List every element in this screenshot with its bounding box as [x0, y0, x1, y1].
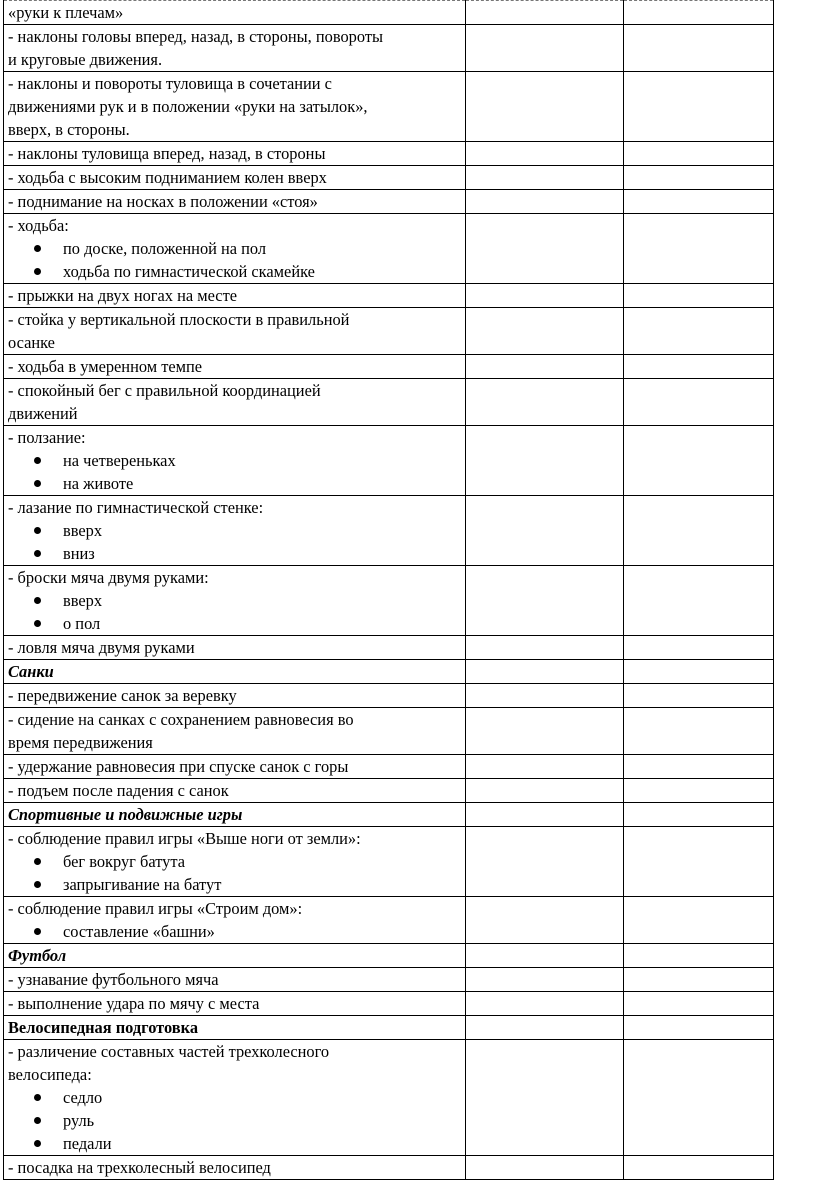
- content-cell: [4, 755, 466, 779]
- row-text: движений: [8, 404, 78, 423]
- list-item-text: седло: [63, 1088, 103, 1107]
- empty-cell: [624, 355, 774, 379]
- bullet-icon: [34, 1140, 41, 1147]
- bullet-icon: [34, 620, 41, 627]
- content-cell: [4, 708, 466, 755]
- list-item-text: по доске, положенной на пол: [63, 239, 267, 258]
- empty-cell: [466, 636, 624, 660]
- empty-cell: [624, 803, 774, 827]
- bullet-icon: [34, 550, 41, 557]
- empty-cell: [466, 25, 624, 72]
- empty-cell: [624, 779, 774, 803]
- empty-cell: [624, 308, 774, 355]
- row-text: вверх, в стороны.: [8, 120, 130, 139]
- empty-cell: [466, 944, 624, 968]
- table-row: [4, 308, 774, 355]
- empty-cell: [466, 803, 624, 827]
- list-item: [8, 519, 462, 542]
- row-text: - наклоны туловища вперед, назад, в стороны: [8, 144, 326, 163]
- list-item: [8, 612, 462, 635]
- list-item-text: педали: [63, 1134, 112, 1153]
- list-item: [8, 449, 462, 472]
- list-title: - броски мяча двумя руками:: [8, 568, 209, 587]
- empty-cell: [466, 897, 624, 944]
- list-item-text: на животе: [63, 474, 134, 493]
- bullet-icon: [34, 1117, 41, 1124]
- table-row: [4, 1, 774, 25]
- bullet-icon: [34, 881, 41, 888]
- row-text: - сидение на санках с сохранением равновесия во: [8, 710, 354, 729]
- list-item-text: о пол: [63, 614, 101, 633]
- empty-cell: [466, 968, 624, 992]
- content-cell: [4, 379, 466, 426]
- empty-cell: [624, 190, 774, 214]
- list-item-text: руль: [63, 1111, 95, 1130]
- empty-cell: [624, 755, 774, 779]
- list-title: - ходьба:: [8, 216, 69, 235]
- content-cell: [4, 992, 466, 1016]
- exercise-table-body: [4, 1, 774, 1180]
- empty-cell: [624, 1040, 774, 1156]
- empty-cell: [466, 308, 624, 355]
- row-text: - поднимание на носках в положении «стоя»: [8, 192, 318, 211]
- bullet-icon: [34, 928, 41, 935]
- bullet-icon: [34, 858, 41, 865]
- table-row: [4, 214, 774, 284]
- empty-cell: [624, 897, 774, 944]
- table-row: [4, 166, 774, 190]
- table-row: [4, 992, 774, 1016]
- table-row: [4, 1040, 774, 1156]
- row-text: - наклоны и повороты туловища в сочетании с: [8, 74, 332, 93]
- content-cell: [4, 355, 466, 379]
- row-text: время передвижения: [8, 733, 153, 752]
- content-cell: [4, 779, 466, 803]
- content-cell: [4, 142, 466, 166]
- empty-cell: [624, 636, 774, 660]
- content-cell: [4, 284, 466, 308]
- list-item: [8, 589, 462, 612]
- list-item-text: бег вокруг батута: [63, 852, 185, 871]
- empty-cell: [466, 142, 624, 166]
- empty-cell: [624, 426, 774, 496]
- list-item-text: ходьба по гимнастической скамейке: [63, 262, 315, 281]
- bullet-icon: [34, 457, 41, 464]
- section-heading: Санки: [8, 662, 54, 681]
- empty-cell: [624, 1156, 774, 1180]
- table-row: [4, 684, 774, 708]
- table-row: [4, 1016, 774, 1040]
- empty-cell: [624, 379, 774, 426]
- content-cell: [4, 660, 466, 684]
- row-text: - наклоны головы вперед, назад, в стороны, повороты: [8, 27, 384, 46]
- row-text: - ходьба с высоким подниманием колен вверх: [8, 168, 327, 187]
- table-row: [4, 897, 774, 944]
- table-row: [4, 355, 774, 379]
- list-item-text: вверх: [63, 591, 103, 610]
- empty-cell: [624, 827, 774, 897]
- row-text: - прыжки на двух ногах на месте: [8, 286, 238, 305]
- table-row: [4, 190, 774, 214]
- exercise-table: [3, 0, 774, 1180]
- empty-cell: [466, 684, 624, 708]
- content-cell: [4, 827, 466, 897]
- empty-cell: [466, 379, 624, 426]
- row-text: - спокойный бег с правильной координацией: [8, 381, 321, 400]
- empty-cell: [624, 284, 774, 308]
- table-row: [4, 25, 774, 72]
- empty-cell: [624, 142, 774, 166]
- section-heading: Футбол: [8, 946, 67, 965]
- row-text: «руки к плечам»: [8, 3, 124, 22]
- table-row: [4, 496, 774, 566]
- row-text: осанке: [8, 333, 55, 352]
- table-row: [4, 284, 774, 308]
- table-row: [4, 379, 774, 426]
- list-item: [8, 237, 462, 260]
- bullet-icon: [34, 597, 41, 604]
- row-text: - передвижение санок за веревку: [8, 686, 237, 705]
- table-row: [4, 803, 774, 827]
- content-cell: [4, 1, 466, 25]
- content-cell: [4, 968, 466, 992]
- empty-cell: [466, 779, 624, 803]
- row-text: - ловля мяча двумя руками: [8, 638, 195, 657]
- list-item: [8, 260, 462, 283]
- empty-cell: [466, 708, 624, 755]
- empty-cell: [624, 25, 774, 72]
- row-text: - выполнение удара по мячу с места: [8, 994, 260, 1013]
- empty-cell: [624, 992, 774, 1016]
- table-row: [4, 1156, 774, 1180]
- content-cell: [4, 25, 466, 72]
- table-row: [4, 72, 774, 142]
- content-cell: [4, 1156, 466, 1180]
- table-row: [4, 779, 774, 803]
- empty-cell: [466, 72, 624, 142]
- table-row: [4, 708, 774, 755]
- content-cell: [4, 72, 466, 142]
- bullet-icon: [34, 245, 41, 252]
- content-cell: [4, 566, 466, 636]
- list-item: [8, 1132, 462, 1155]
- table-row: [4, 827, 774, 897]
- table-row: [4, 636, 774, 660]
- empty-cell: [466, 755, 624, 779]
- content-cell: [4, 1016, 466, 1040]
- empty-cell: [466, 166, 624, 190]
- empty-cell: [624, 72, 774, 142]
- empty-cell: [624, 944, 774, 968]
- row-text: - ходьба в умеренном темпе: [8, 357, 203, 376]
- empty-cell: [466, 496, 624, 566]
- content-cell: [4, 190, 466, 214]
- table-row: [4, 566, 774, 636]
- content-cell: [4, 803, 466, 827]
- table-row: [4, 968, 774, 992]
- bullet-icon: [34, 268, 41, 275]
- empty-cell: [466, 827, 624, 897]
- empty-cell: [624, 214, 774, 284]
- empty-cell: [466, 566, 624, 636]
- content-cell: [4, 166, 466, 190]
- empty-cell: [624, 684, 774, 708]
- content-cell: [4, 897, 466, 944]
- table-row: [4, 142, 774, 166]
- list-item-text: запрыгивание на батут: [63, 875, 222, 894]
- row-text: - удержание равновесия при спуске санок с горы: [8, 757, 349, 776]
- empty-cell: [624, 1, 774, 25]
- empty-cell: [466, 992, 624, 1016]
- row-text: - стойка у вертикальной плоскости в правильной: [8, 310, 350, 329]
- list-title: - лазание по гимнастической стенке:: [8, 498, 264, 517]
- list-title: - ползание:: [8, 428, 86, 447]
- empty-cell: [466, 1, 624, 25]
- content-cell: [4, 1040, 466, 1156]
- section-heading: Велосипедная подготовка: [8, 1018, 199, 1037]
- content-cell: [4, 636, 466, 660]
- empty-cell: [624, 1016, 774, 1040]
- empty-cell: [624, 708, 774, 755]
- empty-cell: [624, 166, 774, 190]
- content-cell: [4, 308, 466, 355]
- row-text: - подъем после падения с санок: [8, 781, 229, 800]
- list-item-text: составление «башни»: [63, 922, 215, 941]
- list-item: [8, 850, 462, 873]
- list-item-text: вниз: [63, 544, 95, 563]
- empty-cell: [466, 1016, 624, 1040]
- empty-cell: [466, 190, 624, 214]
- row-text: - посадка на трехколесный велосипед: [8, 1158, 271, 1177]
- content-cell: [4, 496, 466, 566]
- empty-cell: [466, 355, 624, 379]
- list-title: - соблюдение правил игры «Выше ноги от земли»:: [8, 829, 361, 848]
- bullet-icon: [34, 527, 41, 534]
- list-item-text: на четвереньках: [63, 451, 176, 470]
- row-text: - узнавание футбольного мяча: [8, 970, 219, 989]
- list-item: [8, 542, 462, 565]
- table-row: [4, 944, 774, 968]
- list-item: [8, 1086, 462, 1109]
- empty-cell: [466, 426, 624, 496]
- empty-cell: [624, 968, 774, 992]
- empty-cell: [466, 660, 624, 684]
- section-heading: Спортивные и подвижные игры: [8, 805, 243, 824]
- content-cell: [4, 214, 466, 284]
- empty-cell: [466, 214, 624, 284]
- empty-cell: [466, 284, 624, 308]
- list-title: велосипеда:: [8, 1065, 92, 1084]
- empty-cell: [624, 566, 774, 636]
- content-cell: [4, 684, 466, 708]
- list-item: [8, 472, 462, 495]
- list-title: - соблюдение правил игры «Строим дом»:: [8, 899, 303, 918]
- table-row: [4, 755, 774, 779]
- bullet-icon: [34, 1094, 41, 1101]
- list-title: - различение составных частей трехколесного: [8, 1042, 330, 1061]
- content-cell: [4, 426, 466, 496]
- list-item: [8, 873, 462, 896]
- bullet-icon: [34, 480, 41, 487]
- empty-cell: [624, 496, 774, 566]
- list-item: [8, 920, 462, 943]
- row-text: и круговые движения.: [8, 50, 163, 69]
- row-text: движениями рук и в положении «руки на затылок»,: [8, 97, 368, 116]
- content-cell: [4, 944, 466, 968]
- table-row: [4, 660, 774, 684]
- empty-cell: [624, 660, 774, 684]
- empty-cell: [466, 1040, 624, 1156]
- table-row: [4, 426, 774, 496]
- list-item: [8, 1109, 462, 1132]
- empty-cell: [466, 1156, 624, 1180]
- list-item-text: вверх: [63, 521, 103, 540]
